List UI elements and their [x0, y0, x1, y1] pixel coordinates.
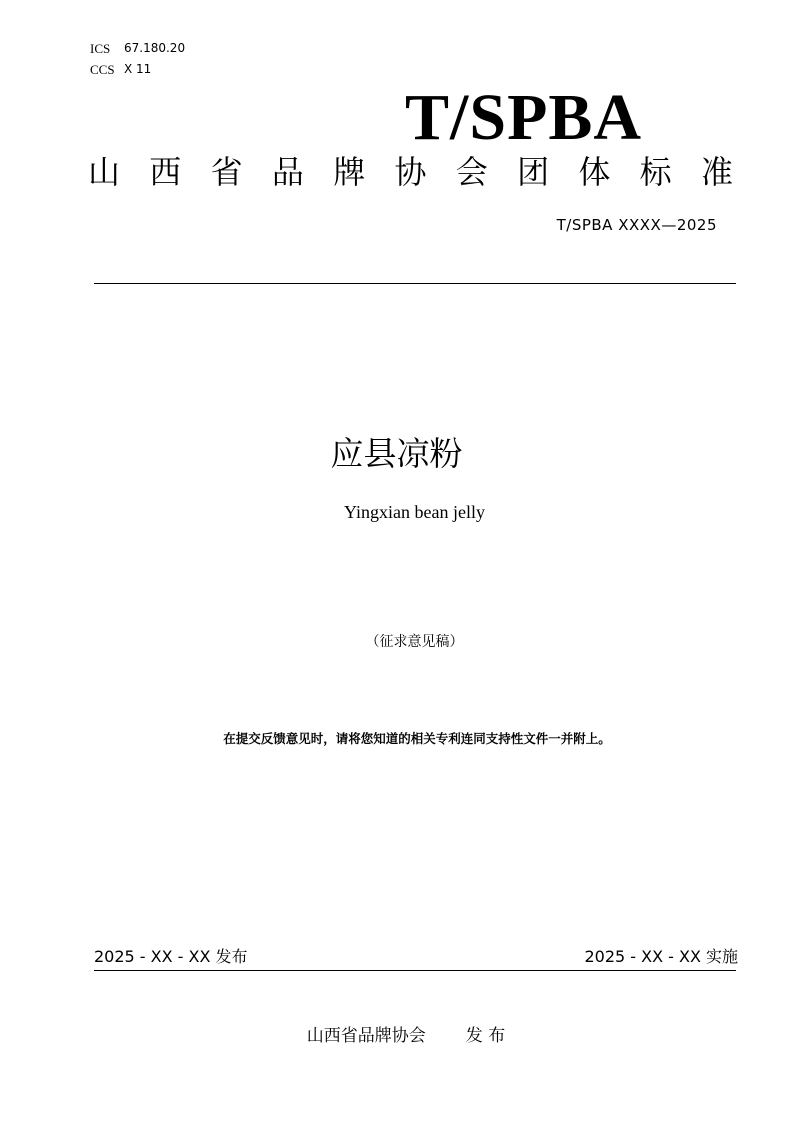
ics-code-row	[90, 38, 185, 59]
issue-date: 2025 - XX - XX 发布	[94, 947, 248, 966]
draft-status: （征求意见稿）	[365, 634, 464, 650]
standard-type-char: 标	[639, 153, 672, 191]
publisher-line	[0, 1024, 793, 1048]
standard-type-char: 省	[210, 153, 243, 191]
standard-type-char: 准	[700, 153, 733, 191]
standard-type-heading	[88, 150, 733, 194]
standard-type-char: 协	[394, 153, 427, 191]
publisher-action: 发 布	[465, 1026, 506, 1046]
document-title-chinese: 应县凉粉	[330, 434, 463, 473]
document-title-english: Yingxian bean jelly	[344, 502, 485, 522]
standard-type-char: 西	[149, 153, 182, 191]
publisher-name: 山西省品牌协会	[306, 1026, 426, 1046]
standard-type-char: 体	[578, 153, 611, 191]
classification-codes	[90, 38, 185, 80]
standard-type-char: 团	[517, 153, 550, 191]
header-divider	[94, 283, 736, 284]
standard-logo: T/SPBA	[405, 81, 643, 154]
ccs-code-row	[90, 59, 185, 80]
standard-type-char: 会	[455, 153, 488, 191]
standard-type-char: 品	[271, 153, 304, 191]
standard-type-char: 山	[88, 153, 121, 191]
ics-label: ICS	[90, 41, 111, 56]
standard-number: T/SPBA XXXX—2025	[556, 216, 717, 234]
footer-divider	[94, 970, 736, 971]
ics-value: 67.180.20	[124, 41, 186, 55]
standard-type-char: 牌	[333, 153, 366, 191]
patent-notice: 在提交反馈意见时，请将您知道的相关专利连同支持性文件一并附上。	[223, 731, 611, 746]
ccs-label: CCS	[90, 62, 115, 77]
implementation-date: 2025 - XX - XX 实施	[584, 947, 738, 966]
ccs-value: X 11	[124, 62, 152, 76]
